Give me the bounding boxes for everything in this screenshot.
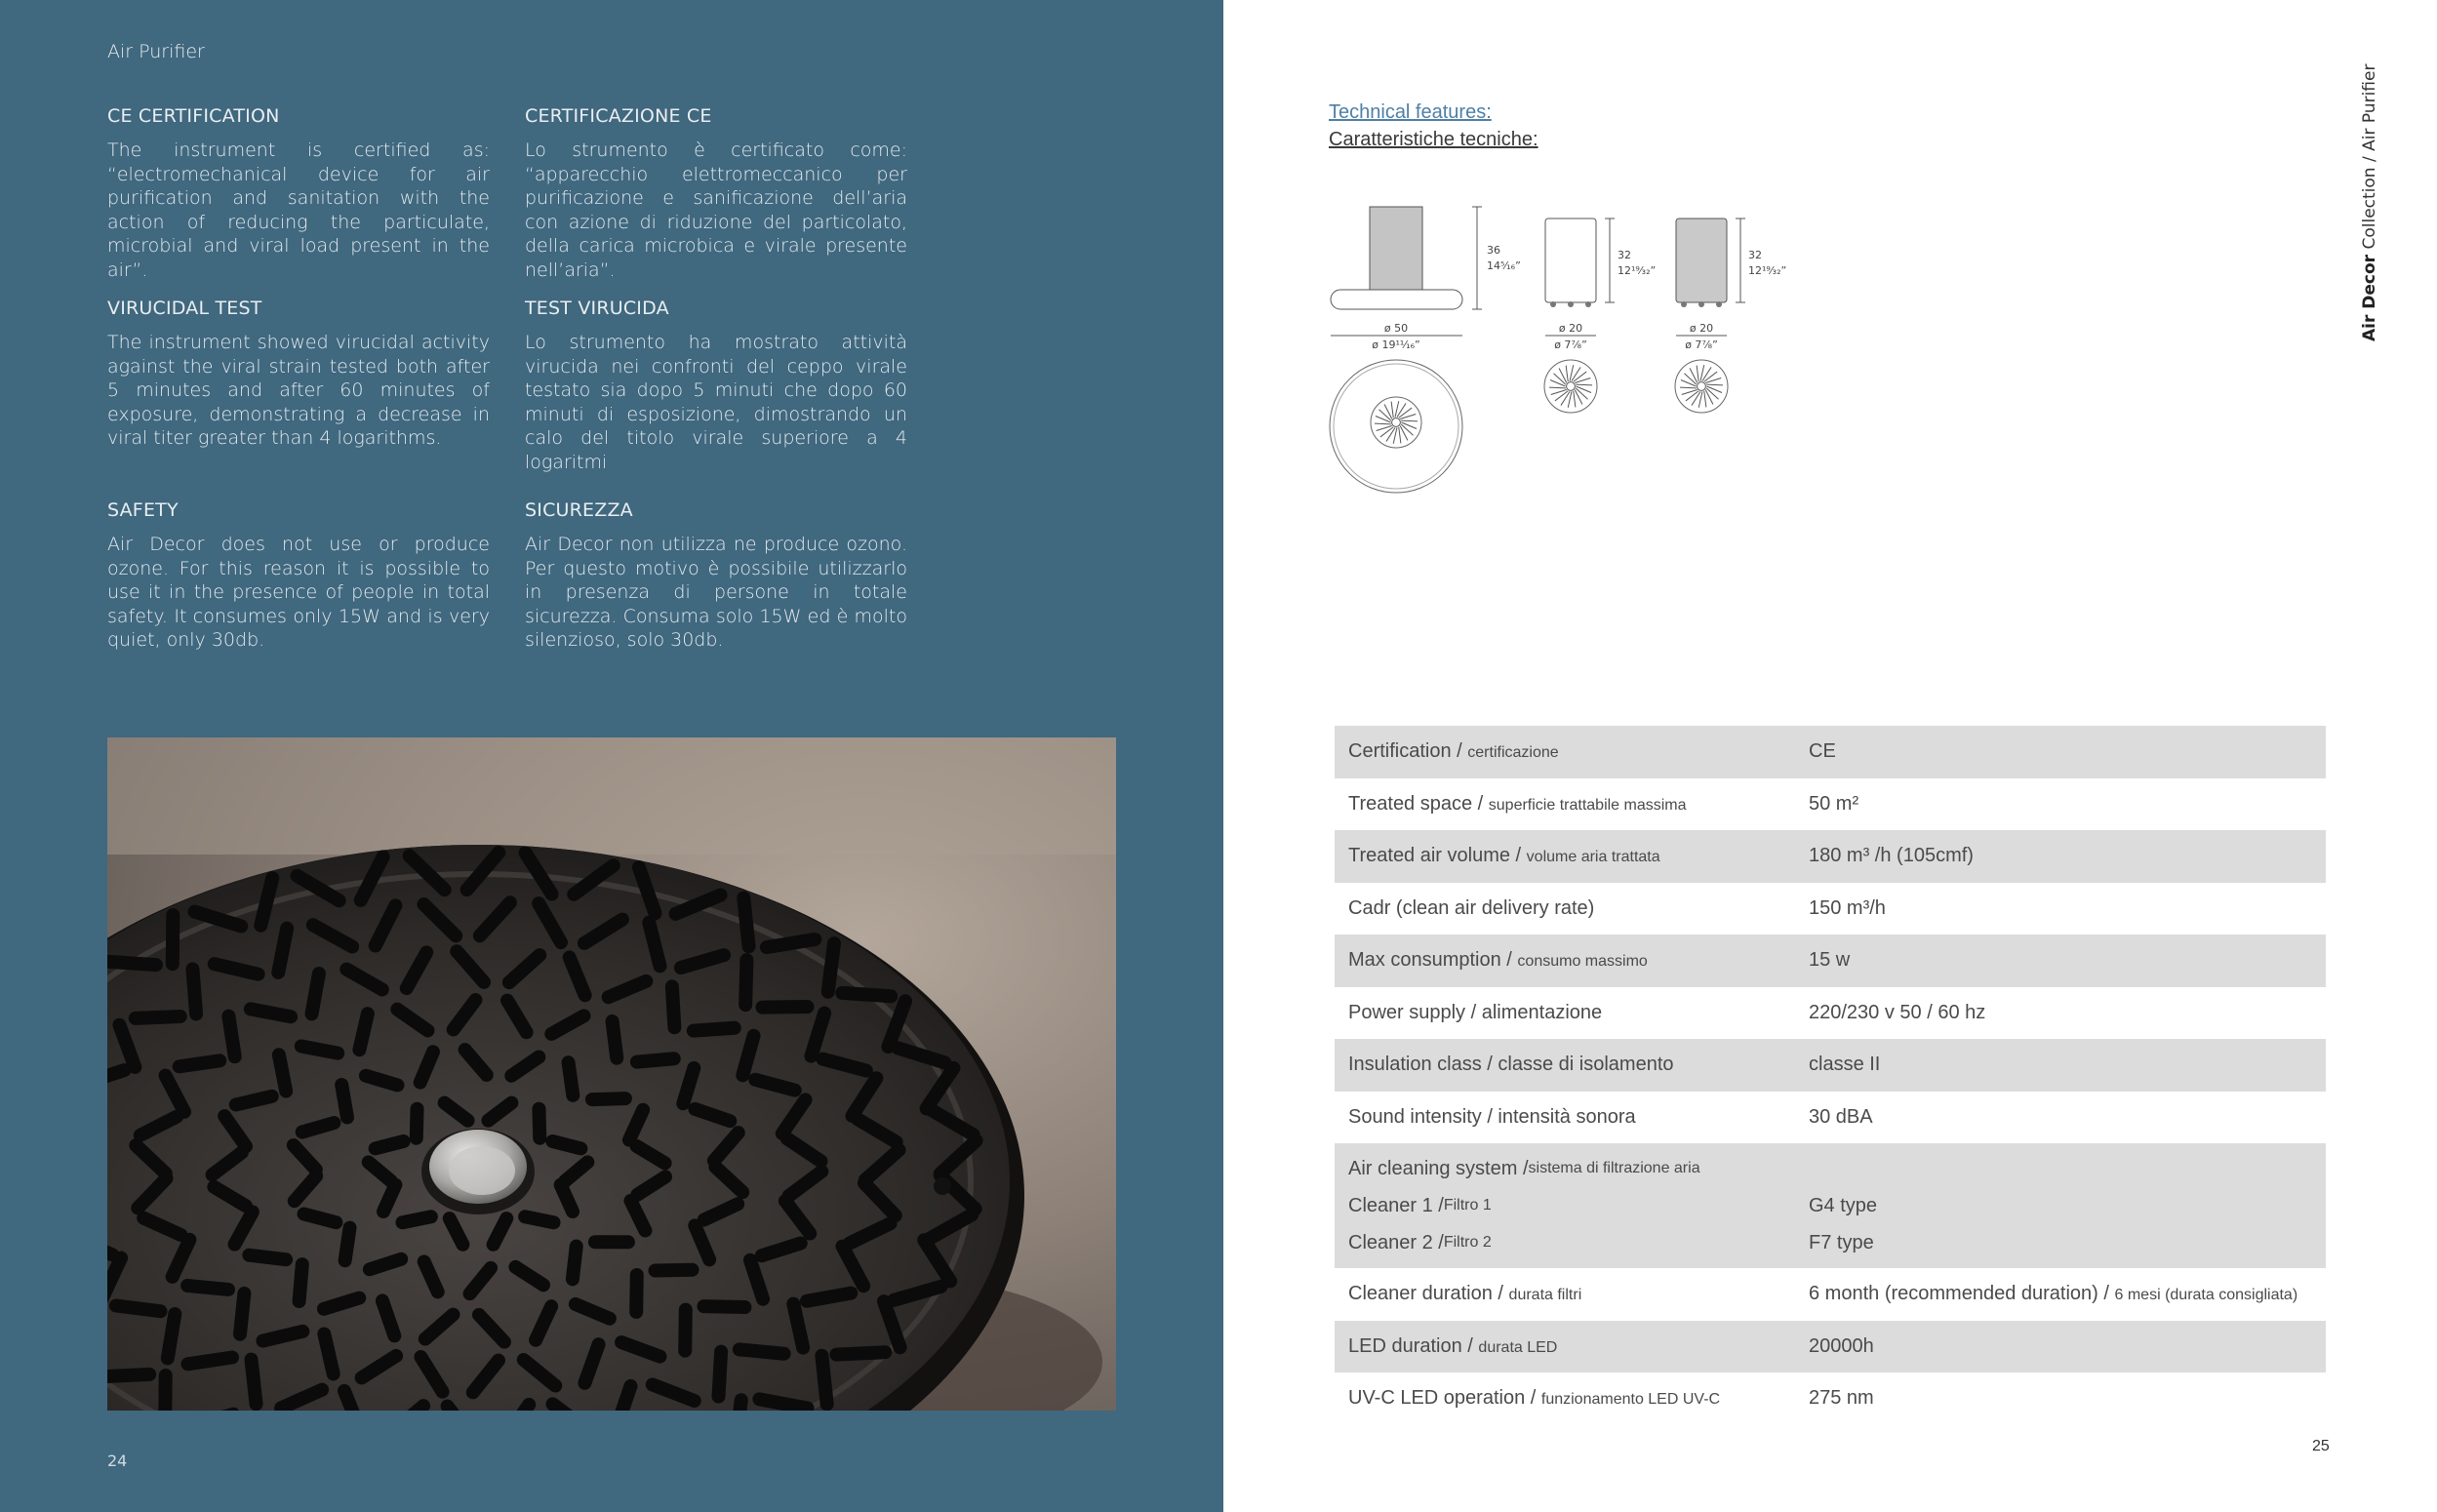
table-row: Treated air volume / volume aria trattata 180 m³ /h (105cmf) xyxy=(1335,830,2326,883)
section-title: CERTIFICAZIONE CE xyxy=(525,105,712,127)
drawing2-height-in: 12¹⁹⁄₃₂” xyxy=(1618,264,1657,277)
section-body: The instrument showed virucidal activity against the viral strain tested both after 5 minutes and after 60 minutes of exposure, demonstrating a decrease in viral titer greater than 4 logarithms. xyxy=(107,332,490,449)
section-title: SAFETY xyxy=(107,499,179,521)
section-title: SICUREZZA xyxy=(525,499,633,521)
section-ce-en xyxy=(107,105,490,282)
drawing1-diameter: ø 50 xyxy=(1383,322,1409,335)
technical-drawings xyxy=(1321,195,1867,507)
drawing3-diameter-in: ø 7⁷⁄₈” xyxy=(1685,338,1718,351)
drawing3-height: 32 xyxy=(1748,249,1762,261)
section-virucidal-it xyxy=(525,298,907,474)
table-row: Cleaner duration / durata filtri 6 month (recommended duration) / 6 mesi (durata consigliata) xyxy=(1348,1283,2298,1305)
drawing2-diameter-in: ø 7⁷⁄₈” xyxy=(1554,338,1587,351)
drawing3-height-in: 12¹⁹⁄₃₂” xyxy=(1748,264,1787,277)
table-row: LED duration / durata LED 20000h xyxy=(1335,1321,2326,1373)
drawing1-diameter-in: ø 19¹¹⁄₁₆” xyxy=(1372,338,1420,351)
section-title: TEST VIRUCIDA xyxy=(525,298,669,319)
right-page xyxy=(1223,0,2437,1512)
drawing2-height: 32 xyxy=(1618,249,1631,261)
section-body: Air Decor non utilizza ne produce ozono. Per questo motivo è possibile utilizzarlo in presenza di persone in totale sicurezza. Consuma solo 15W ed è molto silenzioso, solo 30db. xyxy=(525,534,907,651)
table-row: Certification / certificazione CE xyxy=(1335,726,2326,778)
product-photo xyxy=(107,737,1116,1411)
section-title: VIRUCIDAL TEST xyxy=(107,298,262,319)
table-row-air-cleaning: Air cleaning system / sistema di filtrazione aria Cleaner 1 / Filtro 1 Cleaner 2 / Filtro 2 G4 type F7 type xyxy=(1335,1143,2326,1268)
technical-features-link[interactable]: Technical features: xyxy=(1329,101,1492,123)
section-body: The instrument is certified as: “electromechanical device for air purification and sanitation with the action of reducing the particulate, microbial and viral load present in the air”. xyxy=(107,139,490,281)
table-row: Treated space / superficie trattabile massima 50 m² xyxy=(1348,792,1859,815)
section-safety-it xyxy=(525,499,907,653)
brand-name: Air Decor xyxy=(2360,254,2379,341)
collection-side-label xyxy=(2360,49,2379,341)
page-number: 25 xyxy=(2312,1438,2330,1454)
table-row: Max consumption / consumo massimo 15 w xyxy=(1335,935,2326,987)
table-row: Cadr (clean air delivery rate) 150 m³/h xyxy=(1348,896,1886,919)
section-body: Lo strumento ha mostrato attività virucida nei confronti del ceppo virale testato sia dopo 5 minuti che dopo 60 minuti di esposizione, dimostrando un calo del titolo virale superiore a 4 logaritmi xyxy=(525,332,907,473)
drawing1-height: 36 xyxy=(1487,244,1500,257)
page-number: 24 xyxy=(107,1452,128,1470)
section-body: Lo strumento è certificato come: “apparecchio elettromeccanico per purificazione e sanificazione dell’aria con azione di riduzione del particolato, della carica microbica e virale presente nell’aria”. xyxy=(525,139,907,281)
section-title: CE CERTIFICATION xyxy=(107,105,280,127)
drawing2-diameter: ø 20 xyxy=(1558,322,1583,335)
technical-features-it: Caratteristiche tecniche: xyxy=(1329,129,1538,150)
collection-name: Collection / Air Purifier xyxy=(2360,63,2379,255)
table-row: Sound intensity / intensità sonora 30 dBA xyxy=(1348,1105,1873,1128)
table-row: Insulation class / classe di isolamento classe II xyxy=(1335,1039,2326,1092)
section-ce-it xyxy=(525,105,907,282)
section-body: Air Decor does not use or produce ozone. For this reason it is possible to use it in the presence of people in total safety. It consumes only 15W and is very quiet, only 30db. xyxy=(107,534,490,651)
drawing3-diameter: ø 20 xyxy=(1689,322,1714,335)
page-header: Air Purifier xyxy=(107,41,205,62)
section-virucidal-en xyxy=(107,298,490,451)
table-row: Power supply / alimentazione 220/230 v 50 / 60 hz xyxy=(1348,1001,1986,1023)
specifications-table xyxy=(1335,726,2326,1425)
section-safety-en xyxy=(107,499,490,653)
table-row: UV-C LED operation / funzionamento LED UV-C 275 nm xyxy=(1348,1387,1874,1410)
drawing1-height-in: 14⁵⁄₁₆” xyxy=(1487,259,1521,272)
